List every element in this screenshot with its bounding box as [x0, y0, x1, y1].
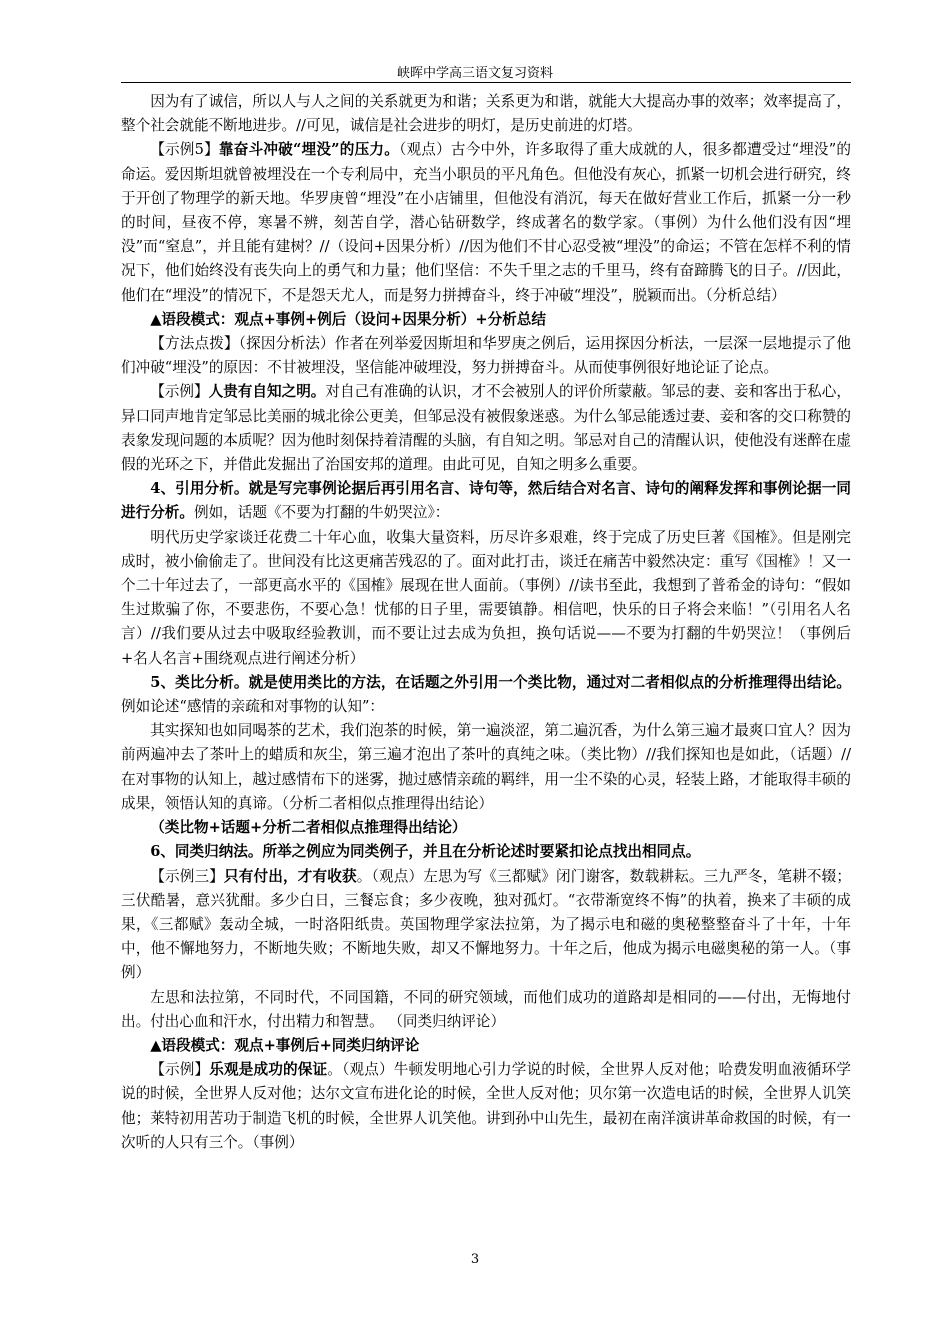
paragraph-text: 例如，话题《不要为打翻的牛奶哭泣》： — [193, 504, 450, 522]
paragraph-text: 。（观点）牛顿发明地心引力学说的时候，全世界人反对他；哈费发明血液循环学说的时候，全世界人反对他；达尔文宣布进化论的时候，全世人反对他；贝尔第一次造电话的时候，全世界人讥笑他；莱特初用苦功于制造飞机的时候，全世界人讥笑他。讲到孙中山先生，最初在南洋演讲革命救国的时候，有一次听的人只有三个。（事例） — [121, 1061, 851, 1151]
pattern-heading — [121, 308, 851, 332]
paragraph — [121, 1058, 851, 1155]
paragraph — [121, 90, 851, 138]
pattern-heading — [121, 816, 851, 840]
document-body — [121, 90, 851, 1155]
page-header: 峡晖中学高三语文复习资料 — [396, 66, 553, 81]
example-label: 【示例5】 — [150, 141, 219, 159]
header-rule — [121, 82, 851, 83]
paragraph — [121, 138, 851, 307]
paragraph-text: （观点）古今中外，许多取得了重大成就的人，很多都遭受过“埋没”的命运。爱因斯坦就曾被埋没在一个专利局中，充当小职员的平凡角色。但他没有灰心，抓紧一切机会进行研究，终于开创了物理学的新天地。华罗庚曾“埋没”在小店铺里，但他没有消沉，每天在做好营业工作后，抓紧一分一秒的时间，昼夜不停，寒暑不辨，刻苦自学，潜心钻研数学，终成著名的数学家。（事例）为什么他们没有因“埋没”而“窒息”，并且能有建树？//（设问+因果分析）//因为他们不甘心忍受被“埋没”的命运；不管在怎样不利的情况下，他们始终没有丧失向上的勇气和力量；他们坚信：不失千里之志的千里马，终有奋蹄腾飞的日子。//因此，他们在“埋没”的情况下，不是怨天尤人，而是努力拼搏奋斗，终于冲破“埋没”，脱颖而出。（分析总结） — [121, 141, 852, 304]
example-label: 【示例三】 — [150, 867, 224, 885]
paragraph — [121, 332, 851, 380]
paragraph — [121, 380, 851, 477]
paragraph — [121, 719, 851, 816]
section-title: 4、引用分析。就是写完事例论据后再引用名言、诗句等，然后结合对名言、诗句的阐释发挥和事例论据一同进行分析。 — [121, 480, 851, 522]
paragraph-text: 例如论述“感情的亲疏和对事物的认知”： — [121, 698, 385, 716]
paragraph-text: 明代历史学家谈迁花费二十年心血，收集大量资料，历尽许多艰难，终于完成了历史巨著《国榷》。但是刚完成时，被小偷偷走了。世间没有比这更痛苦残忍的了。面对此打击，谈迁在痛苦中毅然决定：重写《国榷》！又一个二十年过去了，一部更高水平的《国榷》展现在世人面前。（事例）//读书至此，我想到了普希金的诗句：“假如生过欺骗了你，不要悲伤，不要心急！忧郁的日子里，需要镇静。相信吧，快乐的日子将会来临！”（引用名人名言）//我们要从过去中吸取经验教训，而不要让过去成为负担，换句话说——不要为打翻的牛奶哭泣！（事例后+名人名言+围绕观点进行阐述分析） — [121, 528, 851, 667]
example-label: 【示例】 — [150, 1061, 210, 1079]
thesis-text: 靠奋斗冲破“埋没”的压力。 — [218, 141, 399, 159]
paragraph — [121, 526, 851, 671]
paragraph — [121, 865, 851, 986]
paragraph-text: 【方法点拨】（探因分析法）作者在列举爱因斯坦和华罗庚之例后，运用探因分析法，一层深一层地提示了他们冲破“埋没”的原因：不甘被埋没，坚信能冲破埋没，努力拼搏奋斗。从而使事例很好地论证了论点。 — [121, 335, 851, 377]
thesis-text: 乐观是成功的保证 — [209, 1061, 328, 1079]
example-label: 【示例】 — [150, 383, 209, 401]
section-heading — [121, 477, 851, 525]
paragraph-text: 对自己有准确的认识，才不会被别人的评价所蒙蔽。邹忌的妻、妾和客出于私心，异口同声地肯定邹忌比美丽的城北徐公更美，但邹忌没有被假象迷惑。为什么邹忌能透过妻、妾和客的交口称赞的表象发现问题的本质呢？因为他时刻保持着清醒的头脑，有自知之明。邹忌对自己的清醒认识，使他没有迷醉在虚假的光环之下，并借此发掘出了治国安邦的道理。由此可见，自知之明多么重要。 — [121, 383, 851, 474]
pattern-text: （类比物+话题+分析二者相似点推理得出结论） — [150, 819, 467, 837]
paragraph-text: 因为有了诚信，所以人与人之间的关系就更为和谐；关系更为和谐，就能大大提高办事的效率；效率提高了，整个社会就能不断地进步。//可见，诚信是社会进步的明灯，是历史前进的灯塔。 — [121, 93, 851, 135]
section-heading — [121, 671, 851, 719]
pattern-heading — [121, 1034, 851, 1058]
section-title: 5、类比分析。就是使用类比的方法，在话题之外引用一个类比物，通过对二者相似点的分析推理得出结论。 — [150, 673, 851, 691]
section-title: 6、同类归纳法。所举之例应为同类例子，并且在分析论述时要紧扣论点找出相同点。 — [150, 843, 701, 861]
page-number: 3 — [470, 1252, 480, 1267]
thesis-text: 人贵有自知之明。 — [208, 383, 326, 401]
section-heading — [121, 840, 851, 864]
pattern-text: ▲语段模式：观点+事例后+同类归纳评论 — [150, 1036, 420, 1054]
paragraph-text: 其实探知也如同喝茶的艺术，我们泡茶的时候，第一遍淡涩，第二遍沉香，为什么第三遍才最爽口宜人？因为前两遍冲去了茶叶上的蜡质和灰尘，第三遍才泡出了茶叶的真纯之味。（类比物）//我们探知也是如此，（话题）//在对事物的认知上，越过感情布下的迷雾，抛过感情亲疏的羁绊，用一尘不染的心灵，轻装上路，才能取得丰硕的成果，领悟认知的真谛。（分析二者相似点推理得出结论） — [121, 722, 851, 812]
thesis-text: 只有付出，才有收获 — [223, 867, 357, 885]
paragraph-text: 左思和法拉第，不同时代，不同国籍，不同的研究领域，而他们成功的道路却是相同的——付出，无悔地付出。付出心血和汗水，付出精力和智慧。 （同类归纳评论） — [121, 988, 851, 1030]
paragraph-text: 。（观点）左思为写《三都赋》闭门谢客，数载耕耘。三九严冬，笔耕不辍；三伏酷暑，意兴犹酣。多少白日，三餐忘食；多少夜晚，独对孤灯。“衣带渐宽终不悔”的执着，换来了丰硕的成果，《三都赋》轰动全城，一时洛阳纸贵。英国物理学家法拉第，为了揭示电和磁的奥秘整整奋斗了十年，十年中，他不懈地努力，不断地失败；不断地失败，却又不懈地努力。十年之后，他成为揭示电磁奥秘的第一人。（事例） — [121, 867, 851, 982]
paragraph — [121, 986, 851, 1034]
pattern-text: ▲语段模式：观点+事例+例后（设问+因果分析）+分析总结 — [150, 310, 546, 328]
